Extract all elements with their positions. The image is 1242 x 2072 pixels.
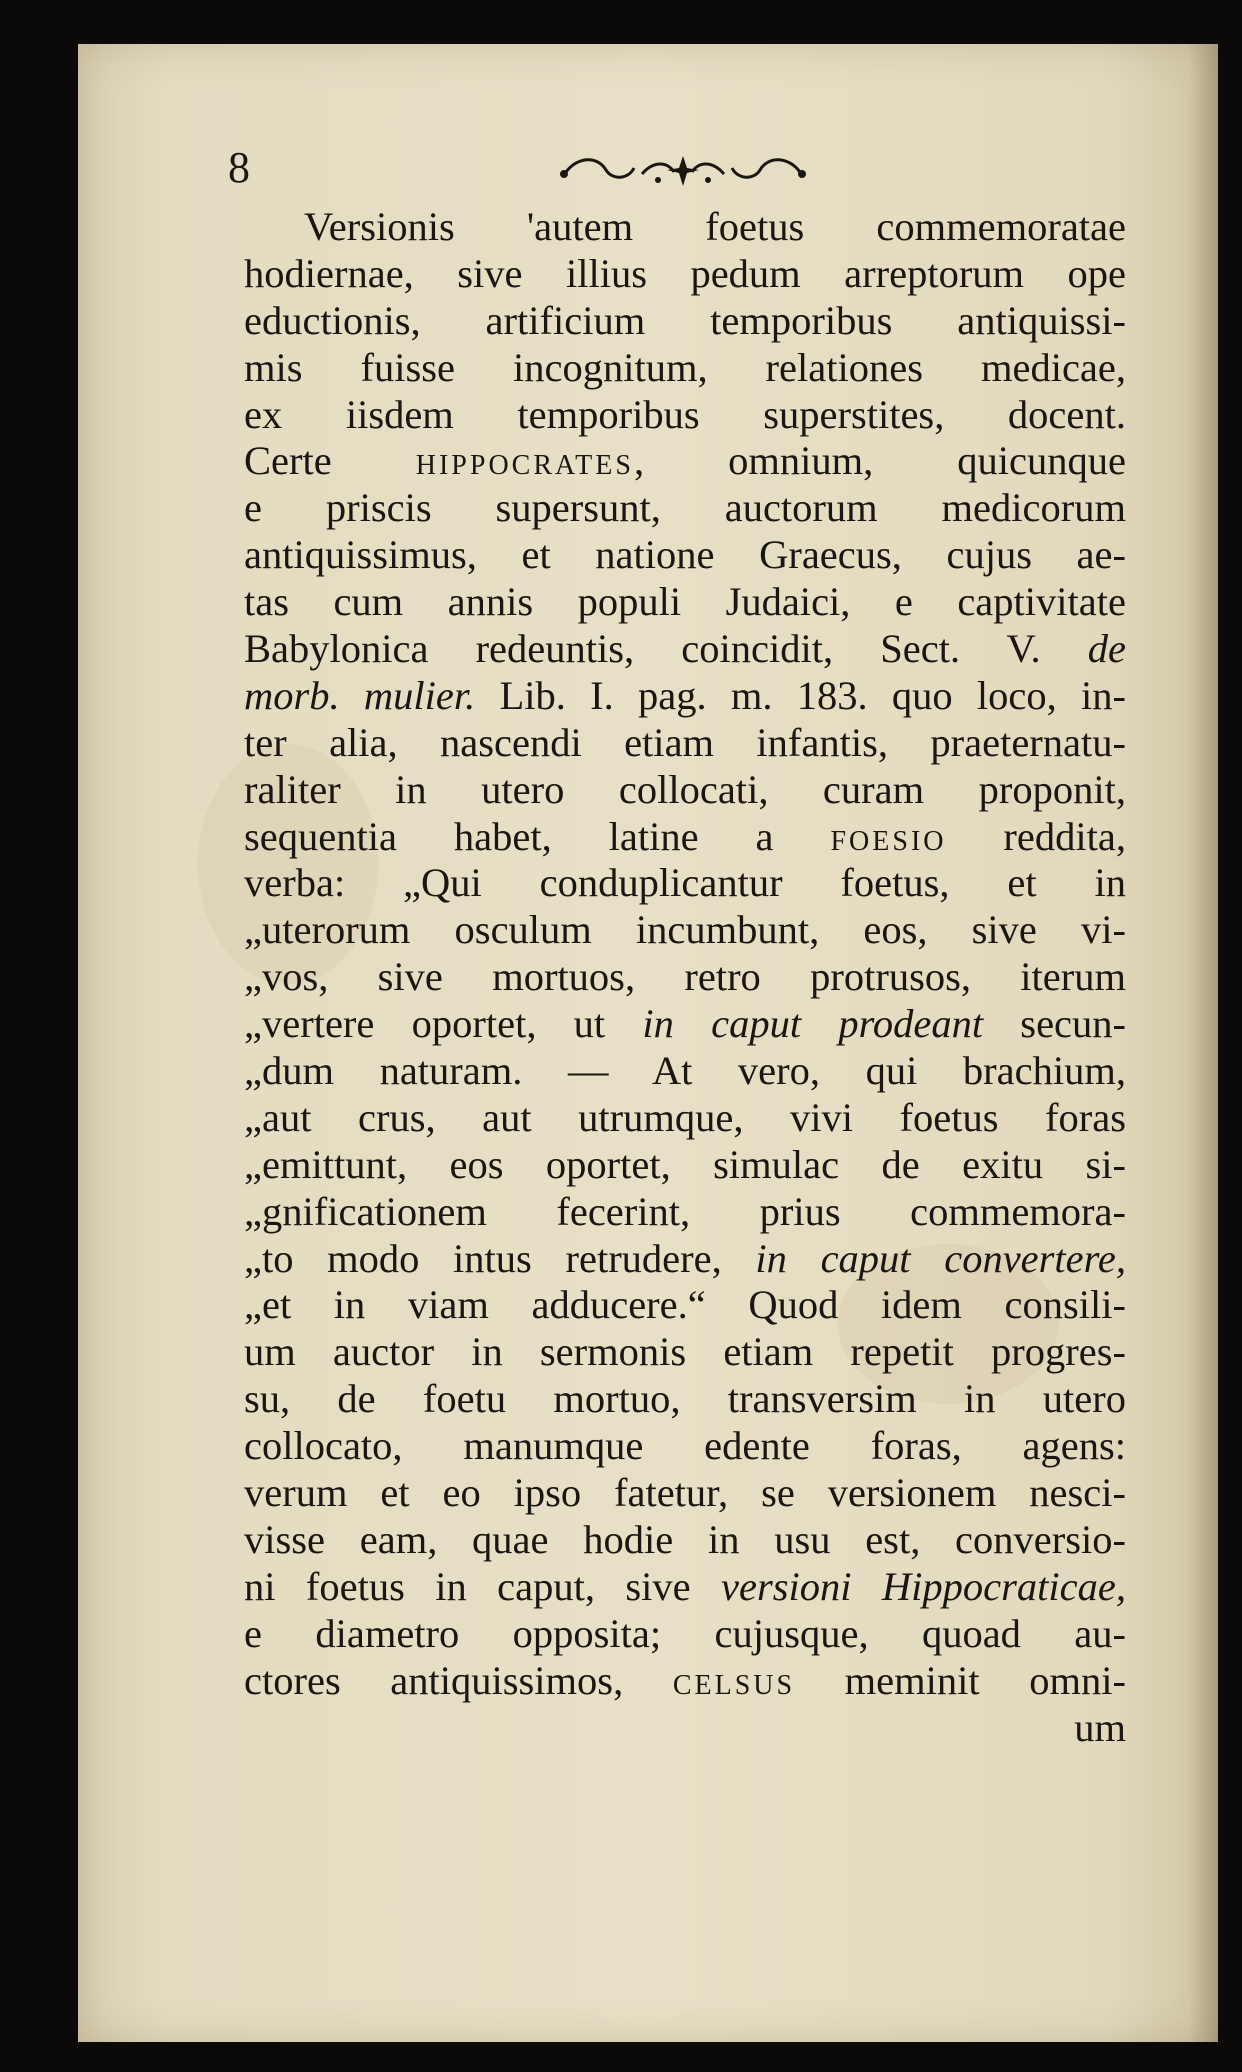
italic-text: morb. mulier. [244,672,476,718]
text-segment: „et in viam adducere.“ Quod idem consili- [244,1282,1126,1328]
text-line [244,579,1126,626]
text-segment: verum et eo ipso fatetur, se versionem nesci- [244,1470,1126,1516]
text-line [244,1189,1126,1236]
author-name: celsus [672,1657,796,1703]
text-segment: ex iisdem temporibus superstites, docent. [244,391,1126,437]
author-name: hippocrates [415,438,634,484]
italic-text: versioni Hippocraticae, [721,1563,1126,1609]
page-number: 8 [228,143,250,192]
text-segment: e priscis supersunt, auctorum medicorum [244,485,1126,531]
text-segment: um auctor in sermonis etiam repetit progres- [244,1329,1126,1375]
italic-text: in caput convertere, [755,1235,1127,1281]
text-line [244,720,1126,767]
text-line [244,860,1126,907]
text-line [244,1705,1126,1752]
text-line [244,954,1126,1001]
italic-text: de [1087,626,1126,672]
page-edge-shadow [1188,44,1218,2042]
text-segment: verba: „Qui conduplicantur foetus, et in [244,860,1126,906]
text-line [244,298,1126,345]
text-segment: hodiernae, sive illius pedum arreptorum ope [244,250,1126,296]
text-line [244,626,1126,673]
text-segment: „gnificationem fecerint, prius commemora- [244,1188,1126,1234]
text-segment: Certe [244,438,416,484]
text-line [244,1564,1126,1611]
text-segment: „to modo intus retrudere, [244,1235,756,1281]
page-header [228,142,1148,202]
fleuron-ornament-icon [558,150,808,190]
text-line [244,1001,1126,1048]
text-segment: visse eam, quae hodie in usu est, conversio- [244,1516,1126,1562]
text-segment: mis fuisse incognitum, relationes medicae, [244,344,1126,390]
text-segment: sequentia habet, latine a [244,813,831,859]
text-segment: , omnium, quicunque [633,438,1126,484]
text-line [244,251,1126,298]
text-line [244,1142,1126,1189]
text-line [244,814,1126,861]
text-segment: „vertere oportet, ut [244,1001,643,1047]
text-segment: „vos, sive mortuos, retro protrusos, iterum [244,954,1126,1000]
text-segment: reddita, [946,813,1126,859]
text-line [244,1517,1126,1564]
italic-text: in caput prodeant [642,1001,984,1047]
text-line [244,1423,1126,1470]
text-segment: ni foetus in caput, sive [244,1563,722,1609]
text-line [244,345,1126,392]
text-segment: antiquissimus, et natione Graecus, cujus ae- [244,532,1126,578]
text-segment: „dum naturam. — At vero, qui brachium, [244,1048,1126,1094]
text-line [244,1095,1126,1142]
text-line [244,767,1126,814]
text-line [244,1236,1126,1283]
text-segment: ter alia, nascendi etiam infantis, praeternatu- [244,719,1126,765]
text-segment: um [1074,1704,1126,1750]
text-line [244,1470,1126,1517]
text-segment: Lib. I. pag. m. 183. quo loco, in- [475,672,1126,718]
text-line [244,485,1126,532]
text-line [244,438,1126,485]
text-line [244,673,1126,720]
text-segment: eductionis, artificium temporibus antiquissi- [244,297,1126,343]
text-segment: „emittunt, eos oportet, simulac de exitu si- [244,1141,1126,1187]
text-segment: su, de foetu mortuo, transversim in utero [244,1376,1126,1422]
text-line [244,1048,1126,1095]
text-segment: Babylonica redeuntis, coincidit, Sect. V. [244,626,1088,672]
body-text [244,204,1126,1751]
text-line [244,532,1126,579]
text-line [244,1282,1126,1329]
text-line [244,1376,1126,1423]
text-segment: e diametro opposita; cujusque, quoad au- [244,1610,1126,1656]
text-line [244,907,1126,954]
text-segment: Versionis 'autem foetus commemoratae [304,204,1126,249]
text-segment: ctores antiquissimos, [244,1657,673,1703]
text-segment: „aut crus, aut utrumque, vivi foetus foras [244,1094,1126,1140]
text-segment: „uterorum osculum incumbunt, eos, sive vi- [244,907,1126,953]
author-name: foesio [830,813,947,859]
text-segment: secun- [983,1001,1127,1047]
text-line [244,204,1126,251]
text-line [244,1329,1126,1376]
text-line [244,1611,1126,1658]
text-segment: tas cum annis populi Judaici, e captivitate [244,579,1126,625]
text-line [244,392,1126,439]
text-line [244,1658,1126,1705]
text-segment: meminit omni- [795,1657,1126,1703]
text-segment: collocato, manumque edente foras, agens: [244,1423,1126,1469]
text-segment: raliter in utero collocati, curam proponit, [244,766,1126,812]
